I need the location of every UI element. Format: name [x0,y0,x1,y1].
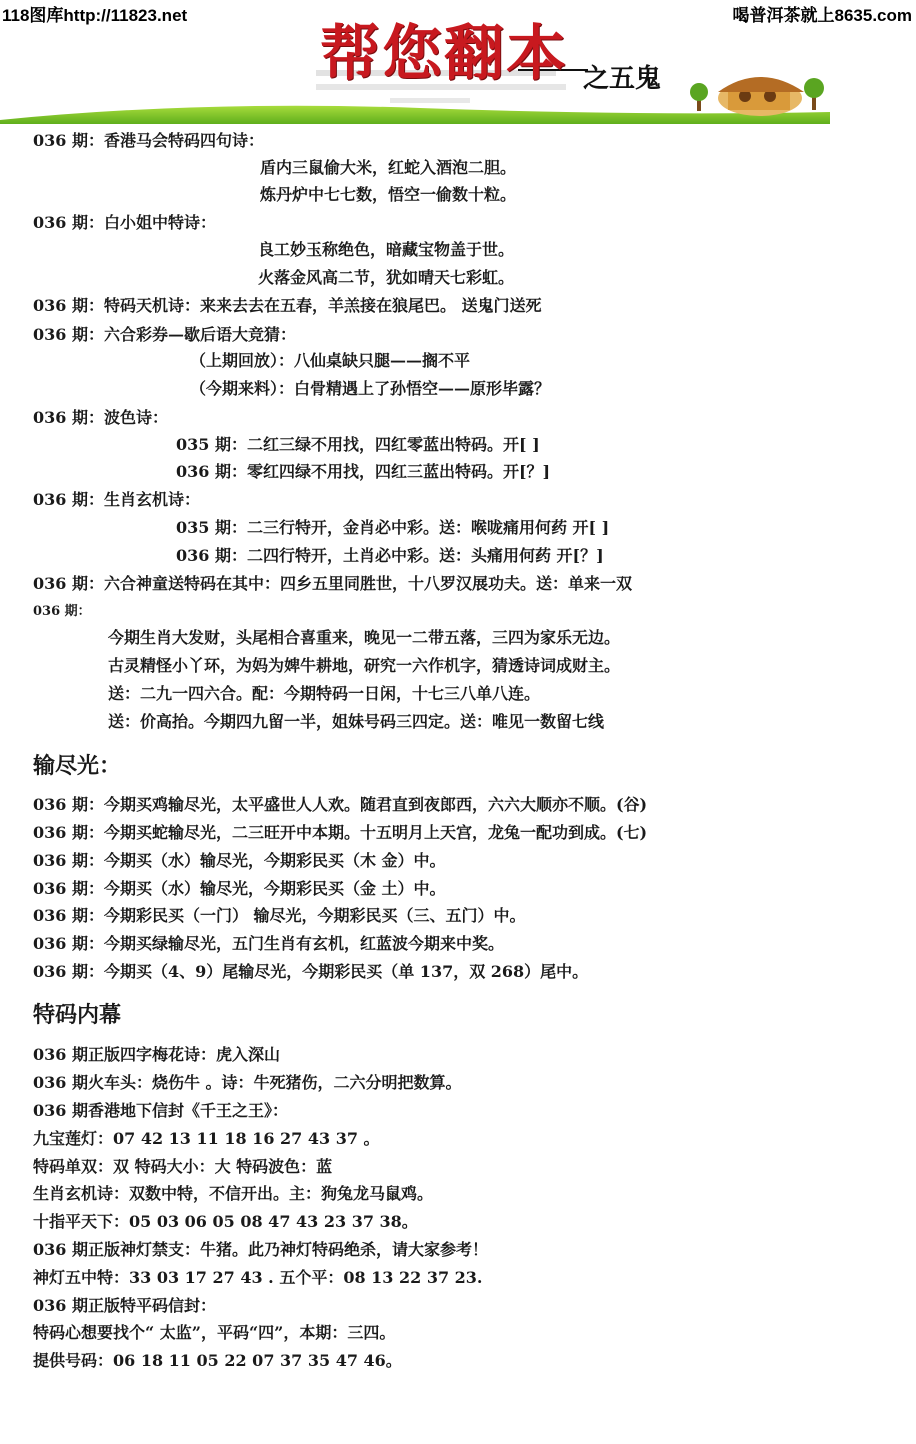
poem-line: 良工妙玉称绝色，暗藏宝物盖于世。 [258,240,515,259]
inside-line: 特码心想要找个“ 太监”，平码“四”，本期：三四。 [33,1323,396,1342]
inside-line: 036 期香港地下信封《千王之王》： [33,1101,288,1120]
inside-line: 036 期火车头：烧伤牛 。诗：牛死猪伤，二六分明把数算。 [33,1073,462,1092]
inside-line: 特码单双：双 特码大小：大 特码波色：蓝 [33,1157,333,1176]
banner-subtitle: 之五鬼 [583,64,662,94]
house-icon [718,77,804,116]
poem-line: 炼丹炉中七七数，悟空一偷数十粒。 [260,185,517,204]
section-title-lose: 输尽光： [33,753,122,779]
inside-line: 036 期正版四字梅花诗：虎入深山 [33,1045,280,1064]
text-line: 036 期：香港马会特码四句诗： [33,131,264,150]
lose-line: 036 期：今期买（4、9）尾输尽光，今期彩民买（单 137，双 268）尾中。 [33,962,589,981]
inside-line: 提供号码：06 18 11 05 22 07 37 35 47 46。 [33,1351,402,1370]
section-title-inside: 特码内幕 [33,1002,122,1028]
lose-line: 036 期：今期买（水）输尽光，今期彩民买（金 土）中。 [33,879,446,898]
poem-line: 送：二九一四六合。配：今期特码一日闲，十七三八单八连。 [108,684,541,703]
lose-line: 036 期：今期彩民买（一门） 输尽光，今期彩民买（三、五门）中。 [33,906,526,925]
text-line: 036 期：特码天机诗：来来去去在五春，羊羔接在狼尾巴。 送鬼门送死 [33,296,542,315]
grass-strip [0,106,830,124]
poem-line: 盾内三鼠偷大米，红蛇入酒泡二胆。 [260,158,517,177]
site-link-right[interactable]: 喝普洱茶就上8635.com [732,6,912,25]
poem-line: 036 期：零红四绿不用找，四红三蓝出特码。开[？] [176,462,551,481]
text-line: 036 期： [33,604,91,619]
riddle-line: （上期回放）：八仙桌缺只腿——搁不平 [190,351,471,370]
text-line: 036 期：波色诗： [33,408,168,427]
text-line: 036 期：六合神童送特码在其中：四乡五里同胜世，十八罗汉展功夫。送：单来一双 [33,574,632,593]
tree-icon [690,83,708,111]
text-line: 036 期：白小姐中特诗： [33,213,216,232]
watermark-line [390,98,470,103]
banner-title: 帮您翻本 [320,19,568,89]
lose-line: 036 期：今期买绿输尽光，五门生肖有玄机，红蓝波今期来中奖。 [33,934,504,953]
poem-line: 036 期：二四行特开，土肖必中彩。送：头痛用何药 开[？] [176,546,604,565]
riddle-line: （今期来料）：白骨精遇上了孙悟空——原形毕露？ [190,379,551,398]
poem-line: 古灵精怪小丫环，为妈为婢牛耕地，研究一六作机字，猜透诗词成财主。 [108,656,621,675]
lose-line: 036 期：今期买蛇输尽光，二三旺开中本期。十五明月上天宫，龙兔一配功到成。(七) [33,823,648,842]
poem-line: 今期生肖大发财，头尾相合喜重来，晚见一二带五落，三四为家乐无边。 [108,628,621,647]
inside-line: 036 期正版特平码信封： [33,1296,216,1315]
lose-line: 036 期：今期买（水）输尽光，今期彩民买（木 金）中。 [33,851,446,870]
poem-line: 035 期：二三行特开，金肖必中彩。送：喉咙痛用何药 开[ ] [176,518,610,537]
inside-line: 九宝莲灯：07 42 13 11 18 16 27 43 37 。 [33,1129,380,1148]
site-link-left[interactable]: 118图库http://11823.net [2,6,188,25]
inside-line: 生肖玄机诗：双数中特，不信开出。主：狗兔龙马鼠鸡。 [33,1184,434,1203]
poem-line: 送：价高抬。今期四九留一半，姐妹号码三四定。送：唯见一数留七线 [108,712,605,731]
inside-line: 036 期正版神灯禁支：牛猪。此乃神灯特码绝杀，请大家参考！ [33,1240,488,1259]
lose-line: 036 期：今期买鸡输尽光，太平盛世人人欢。随君直到夜郎西，六六大顺亦不顺。(谷) [33,795,648,814]
inside-line: 十指平天下：05 03 06 05 08 47 43 23 37 38。 [33,1212,418,1231]
poem-line: 035 期：二红三绿不用找，四红零蓝出特码。开[ ] [176,435,540,454]
tree-icon [804,78,824,110]
text-line: 036 期：六合彩券—歇后语大竞猜： [33,325,296,344]
text-line: 036 期：生肖玄机诗： [33,490,200,509]
poem-line: 火落金风高二节，犹如晴天七彩虹。 [258,268,515,287]
inside-line: 神灯五中特：33 03 17 27 43 . 五个平：08 13 22 37 23. [33,1268,483,1287]
